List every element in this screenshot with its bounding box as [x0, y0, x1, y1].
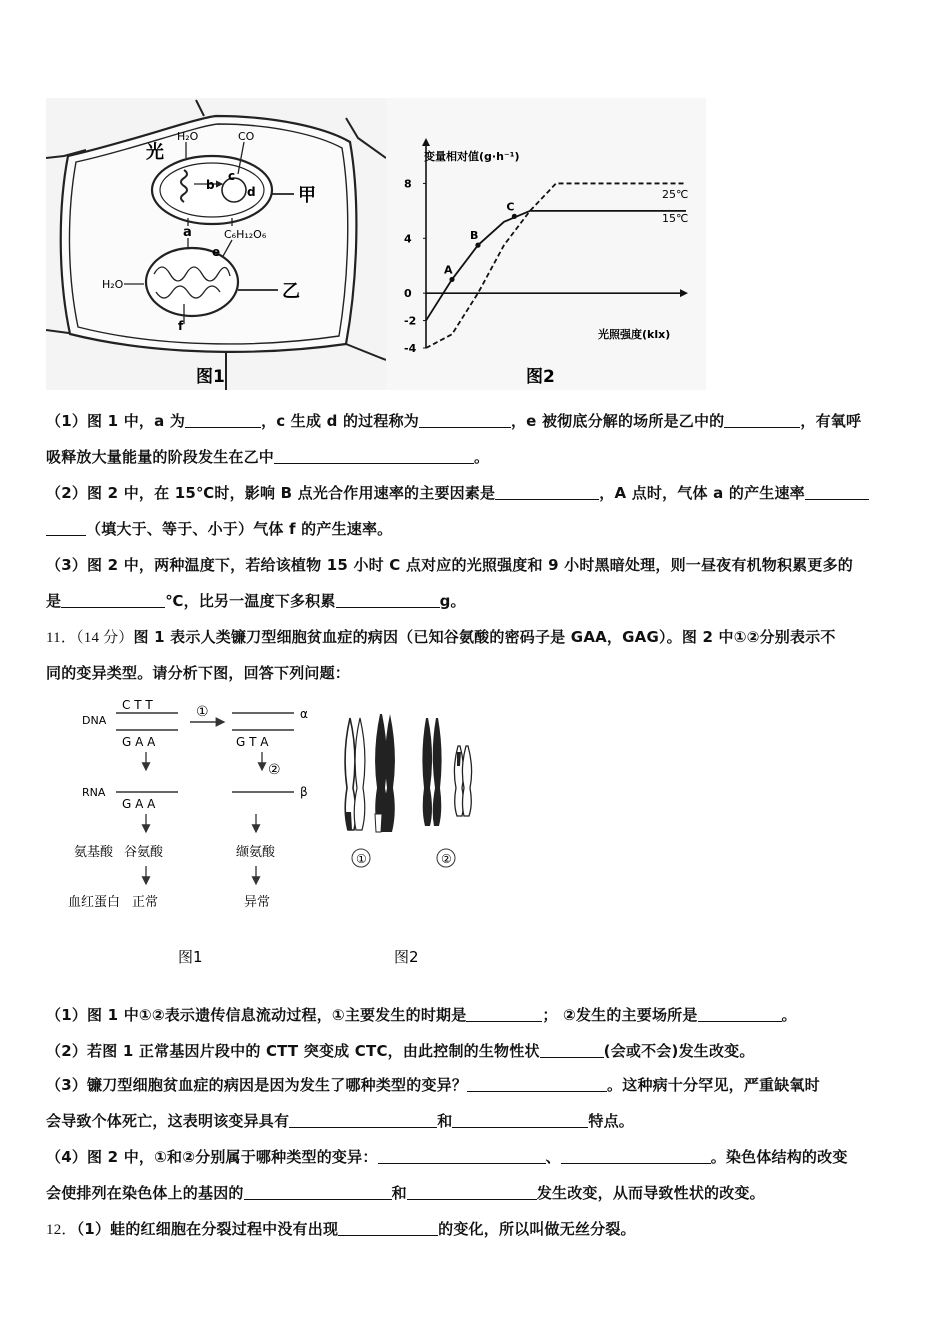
label-c6h12o6: C₆H₁₂O₆	[224, 228, 267, 241]
q11-blank-feature-1[interactable]	[289, 1112, 437, 1128]
q11-p2-text-b: (会或不会)发生改变。	[603, 1042, 755, 1060]
q11-p4-text-f: 发生改变，从而导致性状的改变。	[536, 1184, 765, 1202]
series-label-15: 15℃	[662, 212, 689, 225]
q11-p2-text-a: （2）若图 1 正常基因片段中的 CTT 突变成 CTC，由此控制的生物性状	[46, 1042, 540, 1060]
chart-ytick-label-0: 8	[404, 177, 412, 191]
q12-number: 12．	[46, 1222, 77, 1238]
chart-point-label-1: B	[470, 229, 479, 243]
fig1-hb-label: 血红蛋白	[68, 895, 121, 910]
q11-blank-type-2[interactable]	[561, 1148, 711, 1164]
fig1-rna-label: RNA	[82, 786, 106, 799]
q11-p4-text-c: 。染色体结构的改变	[710, 1148, 848, 1166]
q10-p1-text-c: ，e 被彻底分解的场所是乙中的	[510, 412, 725, 430]
figure-sickle-cell	[60, 692, 500, 982]
q10-part2-line1	[46, 482, 869, 503]
q10-blank-factor[interactable]	[495, 484, 599, 500]
chart-point-label-0: A	[444, 263, 453, 277]
q11-blank-site[interactable]	[698, 1006, 782, 1022]
fig1-glu: 谷氨酸	[124, 845, 164, 860]
q10-p2-text-b: ，A 点时，气体 a 的产生速率	[599, 484, 805, 502]
label-e: e	[212, 245, 221, 259]
label-yi: 乙	[282, 281, 300, 302]
q11-p4-text-e: 和	[391, 1184, 407, 1202]
q10-p3-text-c: ℃，比另一温度下多积累	[165, 592, 336, 610]
q10-p1-text-d: ，有氧呼	[800, 412, 862, 430]
chromosome-pair-2	[422, 718, 471, 826]
fig2-chr1-label: ①	[356, 852, 367, 866]
fig1-rna-gaa: G A A	[122, 797, 156, 811]
q11-p3-text-a: （3）镰刀型细胞贫血症的病因是因为发生了哪种类型的变异？	[46, 1076, 468, 1094]
q10-part1-line1	[46, 410, 861, 431]
q11-blank-mutation[interactable]	[467, 1076, 607, 1092]
q11-blank-period[interactable]	[466, 1006, 542, 1022]
figure-cell-diagram	[46, 98, 386, 390]
q11-part1	[46, 1004, 797, 1025]
q10-part3-line2	[46, 590, 466, 611]
q11-p4-text-a: （4）图 2 中，①和②分别属于哪种类型的变异：	[46, 1148, 378, 1166]
figure-1-caption: 图1	[196, 367, 225, 387]
q11-p3-text-b: 。这种病十分罕见，严重缺氧时	[607, 1076, 820, 1094]
q10-p3-text-a: （3）图 2 中，两种温度下，若给该植物 15 小时 C 点对应的光照强度和 9 小时黑暗处理，则一昼夜有机物积累更多的	[46, 556, 853, 574]
label-b: b	[206, 178, 215, 192]
q11-p4-text-d: 会使排列在染色体上的基因的	[46, 1184, 244, 1202]
label-jia: 甲	[298, 185, 316, 206]
q11-part3-line1	[46, 1074, 820, 1095]
fig1-normal: 正常	[132, 895, 159, 910]
chart-point-2	[512, 214, 517, 219]
q11-p1-text-c: 。	[781, 1006, 797, 1024]
fig1-dna-label: DNA	[82, 714, 107, 727]
chart-point-1	[475, 243, 480, 248]
label-c: c	[228, 169, 236, 183]
q11-p4-text-b: 、	[545, 1148, 561, 1166]
fig1-gaa: G A A	[122, 735, 156, 749]
q10-blank-temp[interactable]	[61, 592, 165, 608]
fig1-alpha: α	[300, 707, 308, 721]
q10-blank-mass[interactable]	[336, 592, 440, 608]
q10-blank-site[interactable]	[724, 412, 800, 428]
q10-part1-line2	[46, 446, 489, 467]
fig2-caption: 图2	[394, 948, 419, 966]
mitochondrion	[146, 248, 238, 316]
q11-blank-trait[interactable]	[540, 1042, 604, 1058]
q11-stem-line1	[46, 626, 836, 647]
fig1-abnormal: 异常	[244, 895, 271, 910]
q11-blank-gene-1[interactable]	[244, 1184, 392, 1200]
chart-ytick-label-4: -4	[404, 342, 417, 355]
label-h2o-left: H₂O	[102, 278, 124, 291]
q11-part2	[46, 1040, 755, 1061]
q11-blank-feature-2[interactable]	[452, 1112, 588, 1128]
chart-point-label-2: C	[506, 200, 515, 214]
q10-p2-text-a: （2）图 2 中，在 15℃时，影响 B 点光合作用速率的主要因素是	[46, 484, 496, 502]
fig1-gta: G T A	[236, 735, 269, 749]
q12-part1	[46, 1218, 636, 1239]
q11-part4-line1	[46, 1146, 848, 1167]
q11-p3-text-e: 特点。	[588, 1112, 635, 1130]
figure-2-caption: 图2	[526, 367, 555, 387]
q11-blank-gene-2[interactable]	[407, 1184, 537, 1200]
fig1-step1: ①	[196, 704, 209, 720]
q10-p1-text-a: （1）图 1 中，a 为	[46, 412, 186, 430]
label-h2o-top: H₂O	[177, 130, 199, 143]
q11-p3-text-c: 会导致个体死亡，这表明该变异具有	[46, 1112, 290, 1130]
fig1-step2: ②	[268, 762, 281, 778]
q10-p1-text-b: ，c 生成 d 的过程称为	[261, 412, 419, 430]
q10-part2-line2	[46, 518, 392, 539]
label-d: d	[247, 185, 256, 199]
q11-number: 11．（14 分）	[46, 630, 134, 646]
q11-stem-line2	[46, 662, 350, 683]
q10-p1-text-f: 。	[474, 448, 490, 466]
q11-blank-type-1[interactable]	[378, 1148, 546, 1164]
q10-blank-process[interactable]	[419, 412, 511, 428]
q10-blank-stage[interactable]	[274, 448, 474, 464]
chart-ytick-label-1: 4	[404, 232, 412, 246]
q11-stem-a: 图 1 表示人类镰刀型细胞贫血症的病因（已知谷氨酸的密码子是 GAA，GAG）。图 2 中①②分别表示不	[133, 628, 836, 646]
chart-ytick-label-3: -2	[404, 314, 417, 328]
q10-p3-text-b: 是	[46, 592, 62, 610]
chart-xlabel: 光照强度(klx)	[598, 328, 671, 341]
q10-blank-rate-2[interactable]	[46, 520, 86, 536]
q10-part3-line1	[46, 554, 853, 575]
q12-blank-change[interactable]	[338, 1220, 438, 1236]
label-light: 光	[146, 142, 164, 163]
label-f: f	[178, 319, 184, 333]
q12-p1-text-a: （1）蛙的红细胞在分裂过程中没有出现	[76, 1220, 339, 1238]
fig1-caption: 图1	[178, 948, 203, 966]
fig1-beta: β	[300, 785, 308, 799]
fig2-chr2-label: ②	[441, 852, 452, 866]
fig1-ctt: C T T	[122, 698, 153, 712]
series-label-25: 25℃	[662, 188, 689, 201]
q11-p1-text-b: ； ②发生的主要场所是	[542, 1006, 698, 1024]
q11-part3-line2	[46, 1110, 634, 1131]
q10-p3-text-d: g。	[439, 592, 466, 610]
q11-p1-text-a: （1）图 1 中①②表示遗传信息流动过程，①主要发生的时期是	[46, 1006, 467, 1024]
q10-p2-text-c: （填大于、等于、小于）气体 f 的产生速率。	[86, 520, 393, 538]
q10-p1-text-e: 吸释放大量能量的阶段发生在乙中	[46, 448, 275, 466]
q10-blank-rate-1[interactable]	[805, 484, 869, 500]
chart-ytick-label-2: 0	[404, 287, 412, 301]
cell-wall	[61, 116, 357, 352]
figure-light-chart	[386, 98, 706, 390]
chart-ylabel: 变量相对值(g·h⁻¹)	[424, 150, 520, 163]
q12-p1-text-b: 的变化，所以叫做无丝分裂。	[438, 1220, 636, 1238]
fig1-amino-label: 氨基酸	[74, 845, 114, 860]
q10-blank-a[interactable]	[185, 412, 261, 428]
label-a: a	[183, 225, 192, 240]
label-co2: CO	[238, 130, 255, 143]
fig1-val: 缬氨酸	[236, 845, 276, 860]
q11-stem-b: 同的变异类型。请分析下图，回答下列问题：	[46, 664, 351, 682]
chromosome-pair-1	[345, 714, 395, 832]
q11-part4-line2	[46, 1182, 765, 1203]
chart-point-0	[449, 277, 454, 282]
chart-background	[386, 98, 706, 390]
q11-p3-text-d: 和	[437, 1112, 453, 1130]
